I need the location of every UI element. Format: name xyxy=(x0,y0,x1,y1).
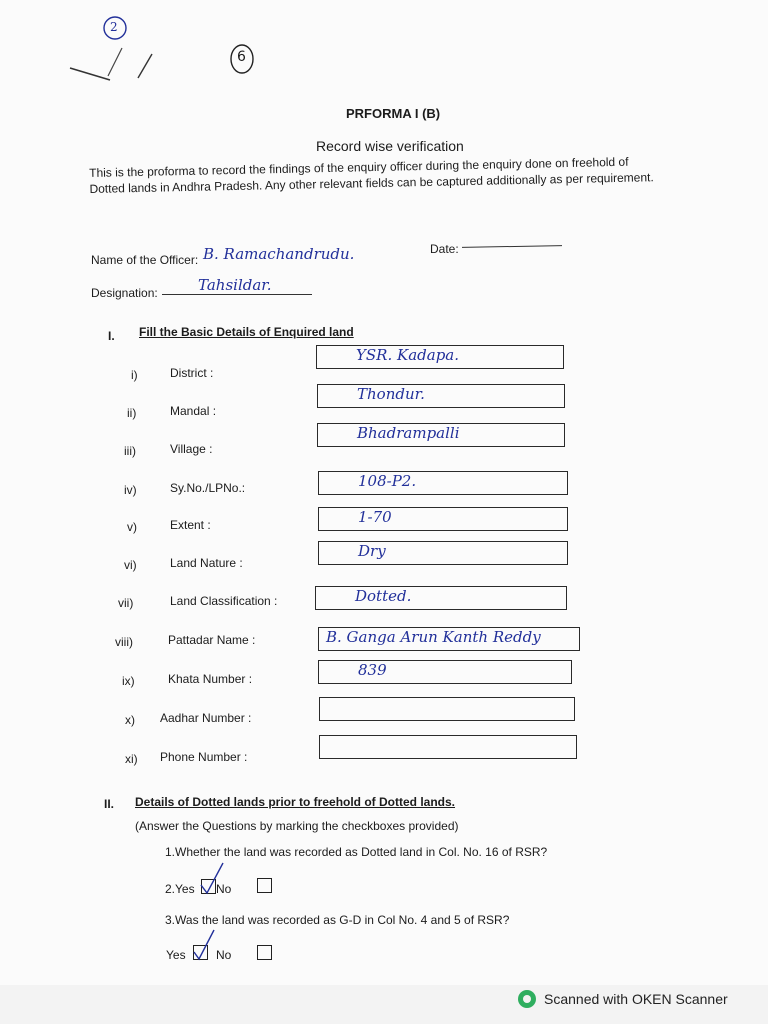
q2-no-checkbox[interactable] xyxy=(257,945,272,960)
field-value: 108-P2. xyxy=(358,472,417,490)
designation-line xyxy=(162,294,312,295)
field-value-box[interactable] xyxy=(319,735,577,759)
field-number: i) xyxy=(131,368,138,382)
field-value: Bhadrampalli xyxy=(357,424,460,442)
officer-value: B. Ramachandrudu. xyxy=(203,245,355,263)
section-2-instruction: (Answer the Questions by marking the checkboxes provided) xyxy=(135,819,459,833)
field-number: v) xyxy=(127,520,137,534)
field-number: ii) xyxy=(127,406,137,420)
field-value: 1-70 xyxy=(358,508,392,526)
field-number: vi) xyxy=(124,558,137,572)
field-number: iv) xyxy=(124,483,137,497)
page-title: PRFORMA I (B) xyxy=(346,106,441,121)
field-number: iii) xyxy=(124,444,136,458)
designation-label: Designation: xyxy=(91,286,158,300)
field-value: Thondur. xyxy=(357,385,425,403)
field-label: District : xyxy=(170,366,214,380)
field-label: Phone Number : xyxy=(160,750,248,764)
q1-yes-label: 2.Yes xyxy=(165,882,195,896)
field-value-box[interactable] xyxy=(317,384,565,408)
field-label: Land Nature : xyxy=(170,556,243,570)
field-number: x) xyxy=(125,713,135,727)
date-line xyxy=(462,245,562,248)
field-label: Mandal : xyxy=(170,404,217,418)
field-value-box[interactable] xyxy=(318,471,568,495)
field-number: vii) xyxy=(118,596,134,610)
field-value: B. Ganga Arun Kanth Reddy xyxy=(326,628,541,646)
section-1-number: I. xyxy=(108,329,115,343)
question-2: 3.Was the land was recorded as G-D in Col No. 4 and 5 of RSR? xyxy=(165,913,510,927)
field-value-box[interactable] xyxy=(318,507,568,531)
circled-six-mark: 6 xyxy=(237,49,246,65)
field-value-box[interactable] xyxy=(318,660,572,684)
field-label: Village : xyxy=(170,442,213,456)
date-label: Date: xyxy=(430,242,459,256)
q2-no-label: No xyxy=(216,948,232,962)
field-value: Dotted. xyxy=(355,587,412,605)
q1-no-label: No xyxy=(216,882,232,896)
oken-scanner-logo-icon xyxy=(518,990,536,1008)
field-value: YSR. Kadapa. xyxy=(356,346,460,364)
field-value-box[interactable] xyxy=(318,541,568,565)
field-label: Sy.No./LPNo.: xyxy=(170,481,246,495)
field-value-box[interactable] xyxy=(315,586,567,610)
field-label: Pattadar Name : xyxy=(168,633,256,647)
field-label: Extent : xyxy=(170,518,211,532)
section-1-title: Fill the Basic Details of Enquired land xyxy=(139,325,354,339)
field-value: Dry xyxy=(358,542,386,560)
officer-label: Name of the Officer: xyxy=(91,253,199,267)
field-number: viii) xyxy=(115,635,133,649)
field-number: xi) xyxy=(125,752,138,766)
field-value: 839 xyxy=(358,661,387,679)
section-2-title: Details of Dotted lands prior to freehold of Dotted lands. xyxy=(135,795,456,809)
q1-no-checkbox[interactable] xyxy=(257,878,272,893)
page-subtitle: Record wise verification xyxy=(316,138,464,154)
handwritten-marks xyxy=(60,8,270,88)
circled-two-mark: 2 xyxy=(110,20,118,34)
field-label: Aadhar Number : xyxy=(160,711,252,725)
intro-paragraph: This is the proforma to record the findings of the enquiry officer during the enquiry done on freehold of Dotted lands in Andhra Pradesh. Any other relevant fields can be captured additionally as per requirement. xyxy=(89,154,654,196)
designation-value: Tahsildar. xyxy=(198,276,272,294)
field-number: ix) xyxy=(122,674,135,688)
scanner-text: Scanned with OKEN Scanner xyxy=(544,991,728,1007)
field-value-box[interactable] xyxy=(319,697,575,721)
field-label: Khata Number : xyxy=(168,672,253,686)
field-label: Land Classification : xyxy=(170,594,278,608)
q2-yes-label: Yes xyxy=(166,948,186,962)
section-2-number: II. xyxy=(104,797,115,811)
scanner-watermark xyxy=(518,990,728,1008)
question-1: 1.Whether the land was recorded as Dotted land in Col. No. 16 of RSR? xyxy=(165,845,548,859)
